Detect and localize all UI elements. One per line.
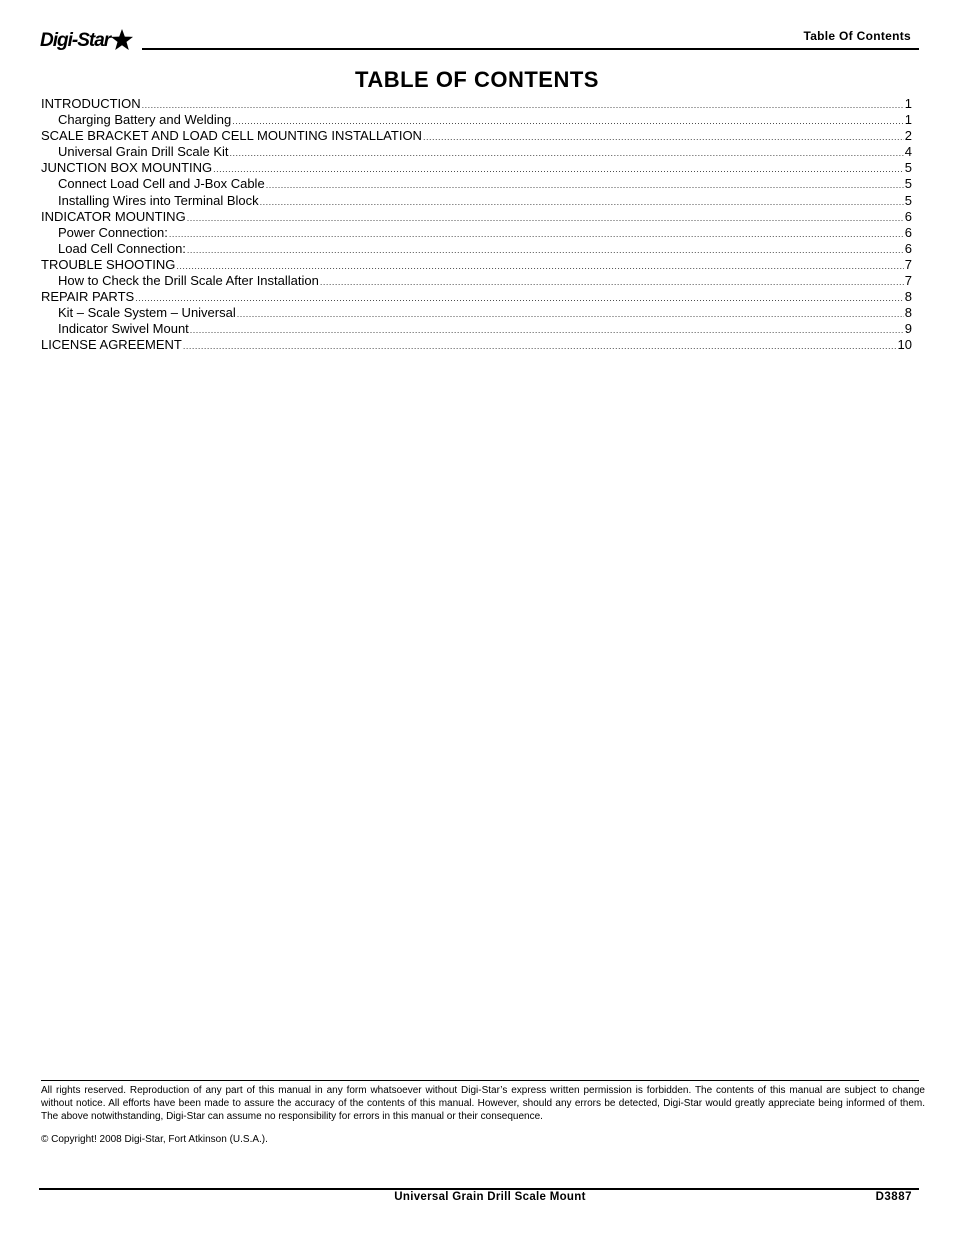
toc-entry-page[interactable]: 2 [904, 128, 912, 144]
toc-entry-title[interactable]: Kit – Scale System – Universal [58, 305, 236, 321]
toc-entry-title[interactable]: SCALE BRACKET AND LOAD CELL MOUNTING INSTALLATION [41, 128, 422, 144]
toc-entry-page[interactable]: 6 [904, 208, 912, 224]
dot-leader [232, 113, 904, 128]
dot-leader [230, 145, 904, 160]
toc-entry-page[interactable]: 7 [904, 273, 912, 289]
toc-entry-title[interactable]: How to Check the Drill Scale After Installation [58, 273, 319, 289]
dot-leader [183, 338, 897, 353]
toc-entry[interactable] [41, 144, 912, 160]
header-section-title: Table Of Contents [803, 29, 911, 43]
toc-entry-title[interactable]: TROUBLE SHOOTING [41, 256, 176, 272]
toc-entry-page[interactable]: 6 [904, 224, 912, 240]
dot-leader [190, 322, 904, 337]
rights-notice: All rights reserved. Reproduction of any part of this manual in any form whatsoever without Digi-Star’s express written permission is forbidden. The contents of this manual are subject to change without notice. All efforts have been made to assure the accuracy of the contents of this manual. However, should any errors be detected, Digi-Star would greatly appreciate being informed of them. The above notwithstanding, Digi-Star can assume no responsibility for errors in this manual or their consequence. [41, 1085, 925, 1122]
toc-entry[interactable] [41, 225, 912, 241]
dot-leader [237, 306, 904, 321]
toc-entry[interactable] [41, 193, 912, 209]
toc-entry[interactable] [41, 176, 912, 192]
toc-entry-title[interactable]: Power Connection: [58, 224, 168, 240]
toc-entry-page[interactable]: 8 [904, 305, 912, 321]
toc-entry-title[interactable]: Load Cell Connection: [58, 240, 186, 256]
dot-leader [423, 129, 904, 144]
logo-text: Digi-Star [40, 29, 111, 51]
dot-leader [187, 242, 904, 257]
toc-entry-page[interactable]: 6 [904, 240, 912, 256]
header-rule [142, 48, 919, 50]
document-number: D3887 [875, 1191, 912, 1203]
table-of-contents [41, 96, 912, 354]
toc-entry-title[interactable]: REPAIR PARTS [41, 289, 135, 305]
toc-entry-title[interactable]: INTRODUCTION [41, 96, 141, 111]
dot-leader [142, 97, 904, 112]
toc-entry[interactable] [41, 321, 912, 337]
toc-entry[interactable] [41, 257, 912, 273]
toc-entry-page[interactable]: 8 [904, 289, 912, 305]
dot-leader [169, 226, 904, 241]
page-header [40, 26, 919, 52]
toc-entry[interactable] [41, 209, 912, 225]
bottom-rule [39, 1188, 919, 1190]
copyright-notice: © Copyright! 2008 Digi-Star, Fort Atkinson (U.S.A.). [41, 1134, 268, 1145]
toc-entry-page[interactable]: 5 [904, 160, 912, 176]
page-title: TABLE OF CONTENTS [355, 67, 599, 92]
toc-entry-page[interactable]: 1 [904, 112, 912, 128]
toc-entry-page[interactable]: 4 [904, 144, 912, 160]
toc-entry-title[interactable]: Connect Load Cell and J-Box Cable [58, 176, 265, 192]
toc-entry-page[interactable]: 5 [904, 176, 912, 192]
dot-leader [320, 274, 904, 289]
dot-leader [213, 161, 904, 176]
toc-entry-page[interactable]: 9 [904, 321, 912, 337]
toc-entry-title[interactable]: Installing Wires into Terminal Block [58, 192, 259, 208]
toc-entry[interactable] [41, 305, 912, 321]
toc-entry[interactable] [41, 112, 912, 128]
toc-entry[interactable] [41, 337, 912, 353]
dot-leader [135, 290, 904, 305]
toc-entry[interactable] [41, 273, 912, 289]
toc-entry-title[interactable]: LICENSE AGREEMENT [41, 337, 182, 353]
toc-entry[interactable] [41, 128, 912, 144]
toc-entry-title[interactable]: Indicator Swivel Mount [58, 321, 189, 337]
toc-entry[interactable] [41, 289, 912, 305]
footer-rule [41, 1080, 919, 1081]
dot-leader [266, 177, 904, 192]
toc-entry-page[interactable]: 1 [904, 96, 912, 111]
toc-entry[interactable] [41, 160, 912, 176]
toc-entry-title[interactable]: Charging Battery and Welding [58, 112, 232, 128]
toc-entry-title[interactable]: Universal Grain Drill Scale Kit [58, 144, 229, 160]
toc-entry-page[interactable]: 5 [904, 192, 912, 208]
digi-star-logo [40, 28, 134, 52]
toc-entry-page[interactable]: 10 [897, 337, 912, 353]
toc-entry[interactable] [41, 241, 912, 257]
dot-leader [260, 194, 904, 209]
dot-leader [176, 258, 903, 273]
dot-leader [187, 210, 904, 225]
toc-entry-page[interactable]: 7 [904, 256, 912, 272]
toc-entry-title[interactable]: INDICATOR MOUNTING [41, 208, 186, 224]
toc-entry[interactable] [41, 96, 912, 112]
star-icon [110, 28, 134, 52]
document-title: Universal Grain Drill Scale Mount [394, 1191, 586, 1203]
toc-entry-title[interactable]: JUNCTION BOX MOUNTING [41, 160, 213, 176]
